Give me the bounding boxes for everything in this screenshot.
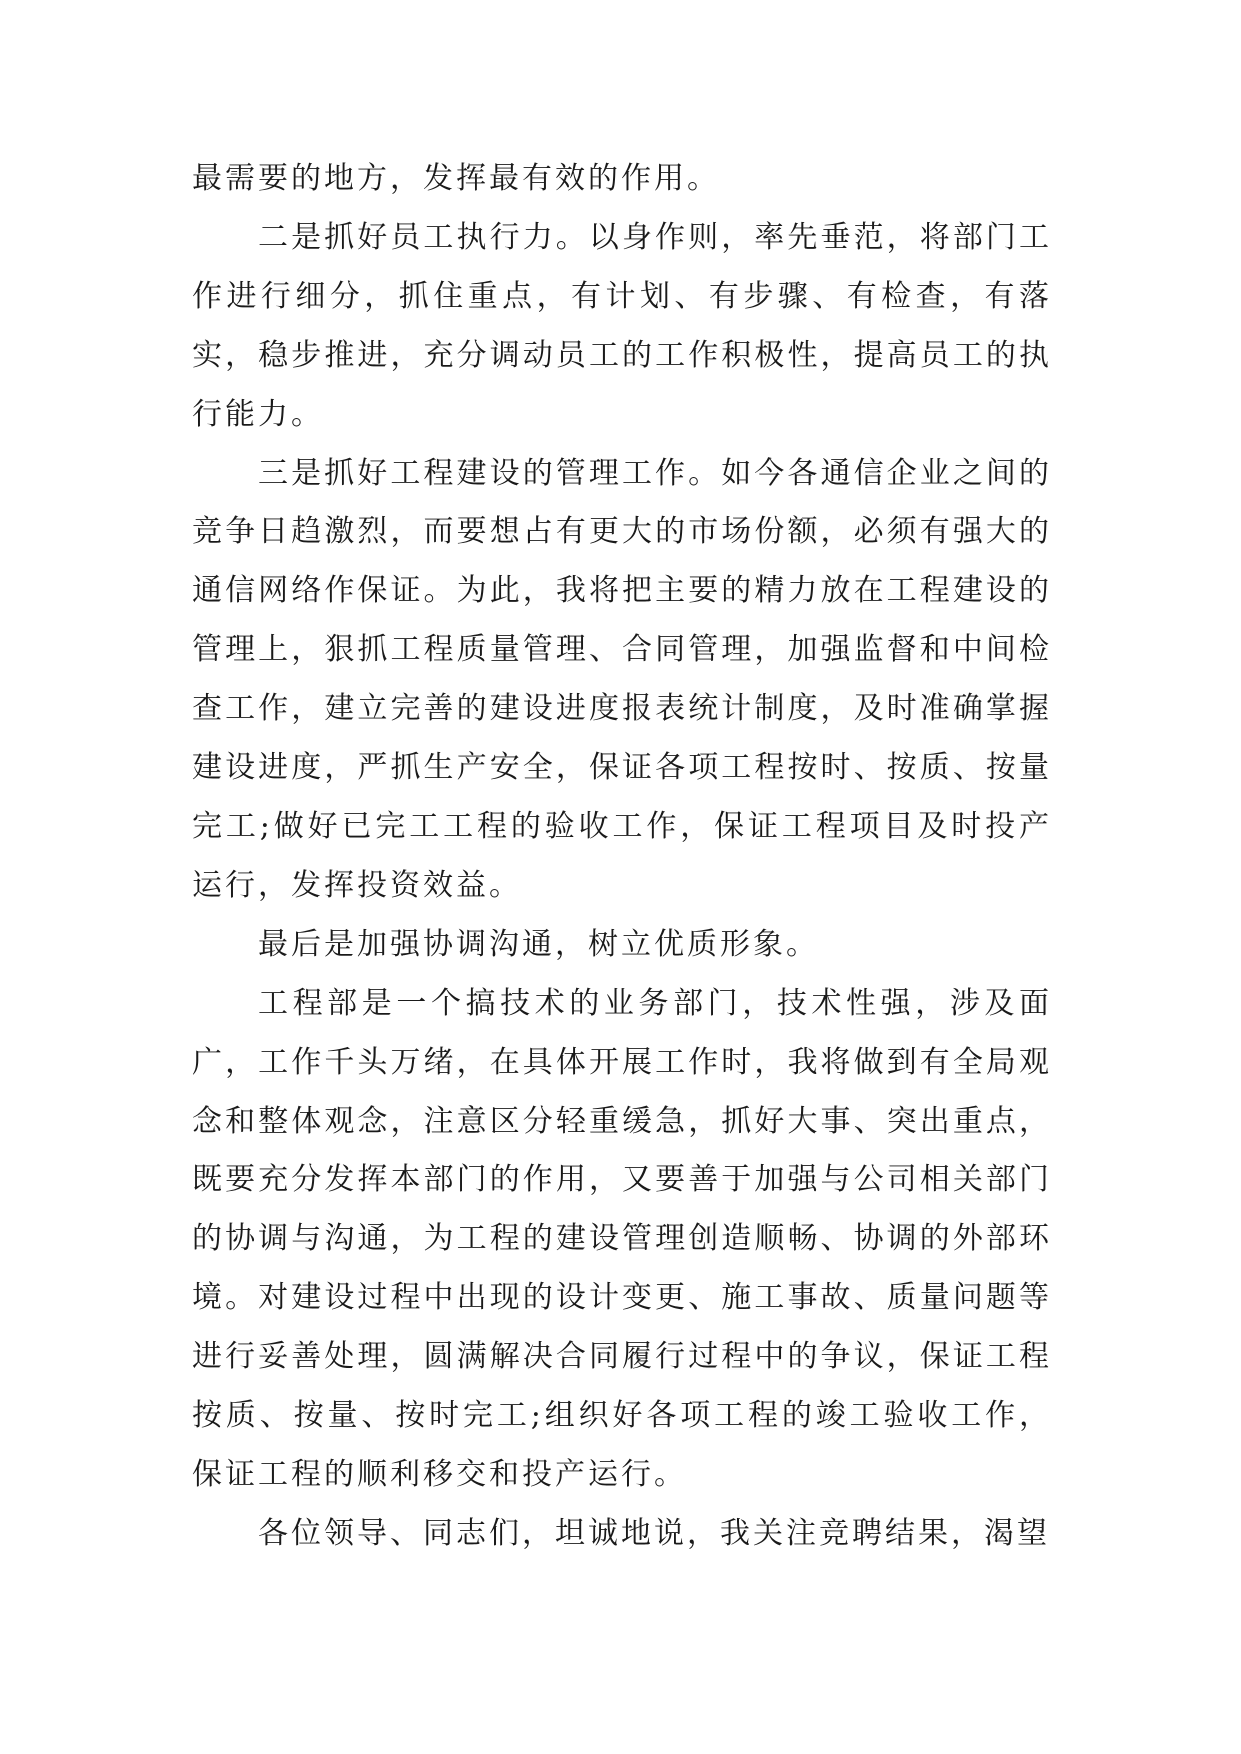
paragraph-coordination-heading: 最后是加强协调沟通，树立优质形象。 xyxy=(258,926,819,962)
paragraph-engineering-management: 三是抓好工程建设的管理工作。如今各通信企业之间的竞争日趋激烈，而要想占有更大的市场份额，必须有强大的通信网络作保证。为此，我将把主要的精力放在工程建设的管理上，狠抓工程质量管理、合同管理，加强监督和中间检查工作，建立完善的建设进度报表统计制度，及时准确掌握建设进度，严抓生产安全，保证各项工程按时、按质、按量完工;做好已完工工程的验收工作，保证工程项目及时投产运行，发挥投资效益。 xyxy=(192,455,1052,903)
paragraph-employee-execution: 二是抓好员工执行力。以身作则，率先垂范，将部门工作进行细分，抓住重点，有计划、有步骤、有检查，有落实，稳步推进，充分调动员工的工作积极性，提高员工的执行能力。 xyxy=(192,219,1052,432)
paragraph-continuation: 最需要的地方，发挥最有效的作用。 xyxy=(192,161,720,196)
paragraph-closing: 各位领导、同志们，坦诚地说，我关注竞聘结果，渴望 xyxy=(258,1515,1050,1551)
document-page xyxy=(192,150,1052,1564)
paragraph-engineering-department: 工程部是一个搞技术的业务部门，技术性强，涉及面广，工作千头万绪，在具体开展工作时，我将做到有全局观念和整体观念，注意区分轻重缓急，抓好大事、突出重点，既要充分发挥本部门的作用，又要善于加强与公司相关部门的协调与沟通，为工程的建设管理创造顺畅、协调的外部环境。对建设过程中出现的设计变更、施工事故、质量问题等进行妥善处理，圆满解决合同履行过程中的争议，保证工程按质、按量、按时完工;组织好各项工程的竣工验收工作，保证工程的顺利移交和投产运行。 xyxy=(192,985,1052,1492)
